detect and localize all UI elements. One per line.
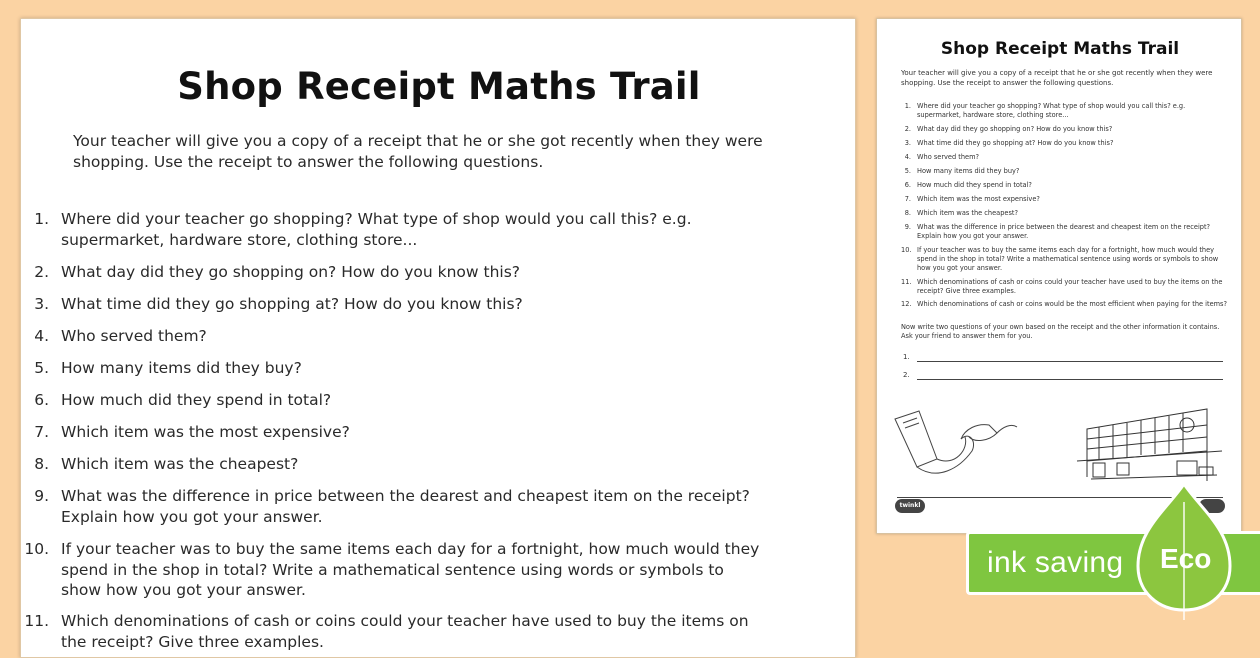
- worksheet-title: Shop Receipt Maths Trail: [177, 65, 701, 108]
- question-number: 2.: [34, 263, 49, 281]
- question-text: If your teacher was to buy the same items each day for a fortnight, how much would they spend in the shop in total? Write a mathematical sentence using words or symbols to show how you got your answer.: [61, 540, 760, 599]
- question-number: 9.: [904, 223, 911, 231]
- question-number: 8.: [904, 209, 911, 217]
- question-number: 11.: [901, 278, 912, 286]
- question-number: 9.: [34, 487, 49, 505]
- own-questions-prompt: Now write two questions of your own based on the receipt and the other information it contains. Ask your friend to answer them for you.: [901, 323, 1220, 340]
- question-number: 3.: [904, 139, 911, 147]
- ink-saving-label: ink saving: [987, 546, 1124, 579]
- question-text: How many items did they buy?: [917, 167, 1020, 175]
- question-number: 7.: [904, 195, 911, 203]
- question-number: 6.: [904, 181, 911, 189]
- answer-line-number: 1.: [903, 353, 910, 361]
- question-number: 6.: [34, 391, 49, 409]
- worksheet-intro: Your teacher will give you a copy of a receipt that he or she got recently when they were shopping. Use the receipt to answer the following questions.: [73, 132, 763, 171]
- question-text: What was the difference in price between the dearest and cheapest item on the receipt? Explain how you got your answer.: [917, 223, 1211, 240]
- question-text: Where did your teacher go shopping? What type of shop would you call this? e.g. supermarket, hardware store, clothing store...: [61, 210, 692, 249]
- question-number: 3.: [34, 295, 49, 313]
- question-text: Which item was the cheapest?: [917, 209, 1018, 217]
- question-text: What day did they go shopping on? How do you know this?: [61, 263, 520, 281]
- receipt-drawing: [895, 411, 1017, 473]
- question-number: 4.: [34, 327, 49, 345]
- question-text: If your teacher was to buy the same items each day for a fortnight, how much would they spend in the shop in total? Write a mathematical sentence using words or symbols to show how you got your answer.: [917, 246, 1219, 272]
- worksheet-preview-large: [20, 18, 856, 658]
- receipt-and-shop-illustration: [877, 389, 1243, 494]
- question-text: What time did they go shopping at? How do you know this?: [917, 139, 1114, 147]
- question-text: Who served them?: [61, 327, 207, 345]
- question-number: 1.: [34, 210, 49, 228]
- twinkl-logo: twinkl: [895, 499, 925, 513]
- question-text: Which item was the most expensive?: [61, 423, 350, 441]
- question-text: What day did they go shopping on? How do you know this?: [917, 125, 1113, 133]
- question-number: 2.: [904, 125, 911, 133]
- question-number: 12.: [901, 300, 912, 308]
- question-text: How much did they spend in total?: [917, 181, 1032, 189]
- question-number: 5.: [904, 167, 911, 175]
- worksheet-intro-small: Your teacher will give you a copy of a receipt that he or she got recently when they were shopping. Use the receipt to answer the following questions.: [901, 69, 1213, 87]
- question-text: Which denominations of cash or coins could your teacher have used to buy the items on the receipt? Give three examples.: [61, 612, 749, 651]
- question-number: 10.: [24, 540, 49, 558]
- question-number: 4.: [904, 153, 911, 161]
- question-text: Which denominations of cash or coins would be the most efficient when paying for the items?: [917, 300, 1227, 308]
- question-number: 1.: [904, 102, 911, 110]
- worksheet-title-small: Shop Receipt Maths Trail: [940, 39, 1180, 59]
- question-number: 7.: [34, 423, 49, 441]
- worksheet-preview-small: [876, 18, 1242, 534]
- question-text: Which denominations of cash or coins could your teacher have used to buy the items on the receipt? Give three examples.: [917, 278, 1223, 295]
- question-number: 11.: [24, 612, 49, 630]
- question-text: How many items did they buy?: [61, 359, 302, 377]
- question-text: Which item was the most expensive?: [917, 195, 1040, 203]
- eco-label: Eco: [1160, 543, 1212, 574]
- question-text: Who served them?: [917, 153, 980, 161]
- shop-building-drawing: [1077, 409, 1222, 481]
- question-text: Where did your teacher go shopping? What type of shop would you call this? e.g. supermarket, hardware store, clothing store...: [917, 102, 1186, 119]
- question-number: 5.: [34, 359, 49, 377]
- question-text: Which item was the cheapest?: [61, 455, 299, 473]
- answer-line-number: 2.: [903, 371, 910, 379]
- question-text: What was the difference in price between the dearest and cheapest item on the receipt? Explain how you got your answer.: [61, 487, 750, 526]
- question-number: 10.: [901, 246, 912, 254]
- question-number: 8.: [34, 455, 49, 473]
- question-text: How much did they spend in total?: [61, 391, 332, 409]
- question-text: What time did they go shopping at? How do you know this?: [61, 295, 523, 313]
